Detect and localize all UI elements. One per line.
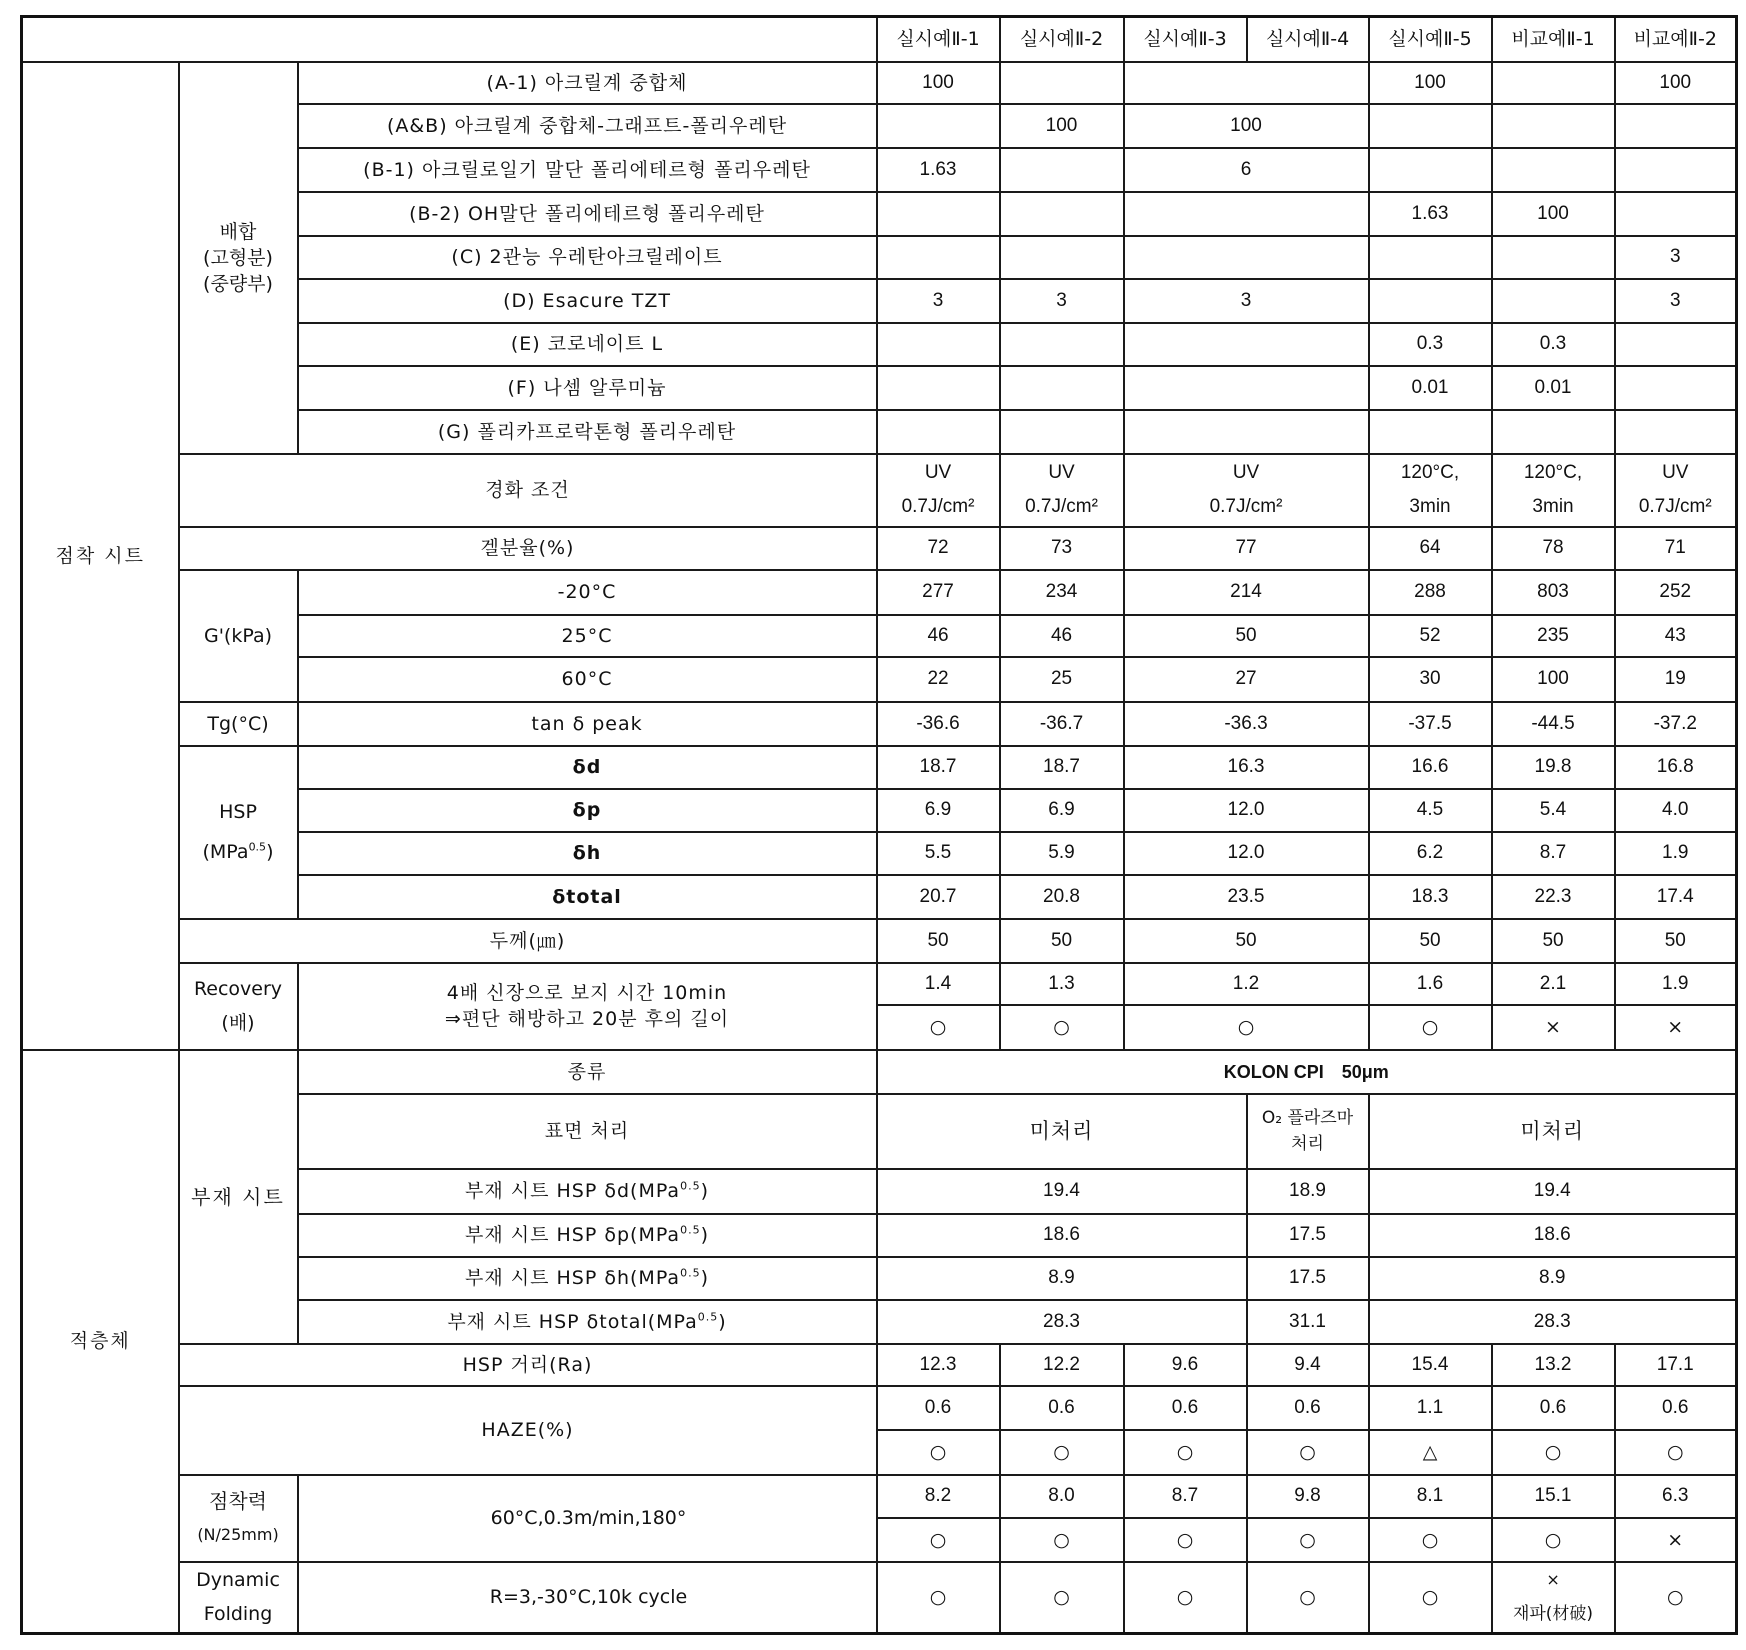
value-cell [1615, 192, 1737, 236]
rating-cell: ○ [877, 1005, 1000, 1050]
value-cell: 72 [877, 527, 1000, 570]
value-cell: 12.2 [1000, 1344, 1124, 1386]
value-cell: O₂ 플라즈마 처리 [1247, 1094, 1369, 1169]
rating-cell: ○ [1369, 1518, 1492, 1562]
value-cell [1369, 236, 1492, 279]
column-header-example-4: 실시예Ⅱ-4 [1247, 17, 1369, 62]
value-cell: 4.5 [1369, 789, 1492, 832]
value-cell: 73 [1000, 527, 1124, 570]
value-cell: 0.3 [1492, 323, 1615, 366]
value-cell: 22.3 [1492, 875, 1615, 919]
value-cell: 6.9 [1000, 789, 1124, 832]
value-cell: 0.6 [1615, 1386, 1737, 1430]
value-cell: 15.4 [1369, 1344, 1492, 1386]
value-cell: 17.5 [1247, 1214, 1369, 1257]
value-cell: 6.3 [1615, 1475, 1737, 1518]
value-cell [1492, 279, 1615, 323]
value-cell [1615, 366, 1737, 410]
value-cell [1000, 148, 1124, 192]
value-cell [877, 236, 1000, 279]
value-cell: 8.1 [1369, 1475, 1492, 1518]
value-cell: 27 [1124, 657, 1369, 702]
row-label: 부재 시트 HSP δh(MPa$^{0.5}$) [298, 1257, 877, 1300]
rating-cell: × [1492, 1005, 1615, 1050]
curing-row [22, 454, 1737, 527]
value-cell [1369, 148, 1492, 192]
row-label: (A&B) 아크릴계 중합체-그래프트-폴리우레탄 [298, 104, 877, 148]
value-cell: 9.4 [1247, 1344, 1369, 1386]
recovery-value-row [22, 963, 1737, 1005]
column-header-example-3: 실시예Ⅱ-3 [1124, 17, 1247, 62]
haze-value-row [22, 1386, 1737, 1430]
rating-cell: ○ [877, 1562, 1000, 1634]
value-cell [1000, 236, 1124, 279]
value-cell: 0.6 [877, 1386, 1000, 1430]
value-cell: 100 [877, 62, 1000, 104]
value-cell: 미처리 [1369, 1094, 1737, 1169]
row-label: (B-2) OH말단 폴리에테르형 폴리우레탄 [298, 192, 877, 236]
value-cell [1492, 104, 1615, 148]
value-cell: 18.6 [1369, 1214, 1737, 1257]
value-cell: 5.9 [1000, 832, 1124, 875]
value-cell: 17.5 [1247, 1257, 1369, 1300]
value-cell: 5.5 [877, 832, 1000, 875]
substrate-type-row [22, 1050, 1737, 1094]
value-cell: 288 [1369, 570, 1492, 615]
value-cell: 8.2 [877, 1475, 1000, 1518]
value-cell: 8.0 [1000, 1475, 1124, 1518]
hsp-label: HSP [219, 801, 257, 823]
value-cell [1615, 323, 1737, 366]
value-cell: UV 0.7J/cm² [1000, 454, 1124, 527]
dynamic-folding-condition: R=3,-30°C,10k cycle [298, 1562, 877, 1634]
hsp-distance-row [22, 1344, 1737, 1386]
hsp-row [22, 746, 1737, 789]
substrate-type-value: KOLON CPI 50μm [877, 1050, 1737, 1094]
value-cell: 8.9 [1369, 1257, 1737, 1300]
value-cell: 120°C, 3min [1369, 454, 1492, 527]
value-cell: -44.5 [1492, 702, 1615, 746]
value-cell: 15.1 [1492, 1475, 1615, 1518]
value-cell: 803 [1492, 570, 1615, 615]
value-cell: 3 [1615, 279, 1737, 323]
value-cell: 120°C, 3min [1492, 454, 1615, 527]
value-cell [1000, 62, 1124, 104]
tg-row [22, 702, 1737, 746]
value-cell: 1.63 [1369, 192, 1492, 236]
row-label: (A-1) 아크릴계 중합체 [298, 62, 877, 104]
rating-cell: ○ [1124, 1562, 1247, 1634]
value-cell [1000, 192, 1124, 236]
value-cell: -36.7 [1000, 702, 1124, 746]
value-cell: 1.63 [877, 148, 1000, 192]
rating-cell: ○ [1492, 1430, 1615, 1475]
value-cell [1492, 236, 1615, 279]
value-cell: -37.5 [1369, 702, 1492, 746]
hsp-unit: (MPa$^{0.5}$) [202, 840, 274, 863]
value-cell [1124, 410, 1369, 454]
value-cell: 77 [1124, 527, 1369, 570]
row-label: (E) 코로네이트 L [298, 323, 877, 366]
row-label-hsp-distance: HSP 거리(Ra) [179, 1344, 877, 1386]
rating-cell: ○ [1000, 1562, 1124, 1634]
rating-cell-with-note [1492, 1562, 1615, 1634]
row-label: (G) 폴리카프로락톤형 폴리우레탄 [298, 410, 877, 454]
value-cell: 30 [1369, 657, 1492, 702]
row-label: 부재 시트 HSP δp(MPa$^{0.5}$) [298, 1214, 877, 1257]
value-cell: 6.2 [1369, 832, 1492, 875]
value-cell: 100 [1000, 104, 1124, 148]
group-label-tg: Tg(°C) [179, 702, 298, 746]
value-cell: 100 [1369, 62, 1492, 104]
value-cell: 78 [1492, 527, 1615, 570]
header-row [22, 17, 1737, 62]
formulation-row [22, 62, 1737, 104]
value-cell: 100 [1124, 104, 1369, 148]
row-label: δp [298, 789, 877, 832]
value-cell: 16.3 [1124, 746, 1369, 789]
value-cell: 0.6 [1000, 1386, 1124, 1430]
value-cell [1492, 148, 1615, 192]
value-cell: 6 [1124, 148, 1369, 192]
value-cell: UV 0.7J/cm² [877, 454, 1000, 527]
value-cell: 12.0 [1124, 832, 1369, 875]
value-cell [1615, 104, 1737, 148]
row-label: (D) Esacure TZT [298, 279, 877, 323]
rating-cell: ○ [1000, 1430, 1124, 1475]
rating-cell: ○ [1000, 1518, 1124, 1562]
value-cell: 277 [877, 570, 1000, 615]
value-cell: 50 [1369, 919, 1492, 963]
row-label: -20°C [298, 570, 877, 615]
value-cell: 0.6 [1247, 1386, 1369, 1430]
value-cell [1615, 148, 1737, 192]
adhesion-value-row [22, 1475, 1737, 1518]
column-header-example-1: 실시예Ⅱ-1 [877, 17, 1000, 62]
rating-cell: ○ [1615, 1562, 1737, 1634]
row-label: 25°C [298, 615, 877, 657]
row-label: (F) 나셈 알루미늄 [298, 366, 877, 410]
value-cell: 28.3 [877, 1300, 1247, 1344]
value-cell: 6.9 [877, 789, 1000, 832]
row-label-curing: 경화 조건 [179, 454, 877, 527]
row-label-surface-treatment: 표면 처리 [298, 1094, 877, 1169]
value-cell [1492, 62, 1615, 104]
value-cell: 50 [1000, 919, 1124, 963]
value-cell: 3 [1124, 279, 1369, 323]
value-cell [1124, 192, 1369, 236]
rating-cell: × [1615, 1005, 1737, 1050]
column-header-comparative-2: 비교예Ⅱ-2 [1615, 17, 1737, 62]
row-label: δtotal [298, 875, 877, 919]
value-cell: 31.1 [1247, 1300, 1369, 1344]
value-cell: 18.9 [1247, 1169, 1369, 1214]
value-cell: 28.3 [1369, 1300, 1737, 1344]
row-label-gel-fraction: 겔분율(%) [179, 527, 877, 570]
rating-cell: ○ [1247, 1430, 1369, 1475]
rating-cell: ○ [1247, 1562, 1369, 1634]
value-cell: -36.3 [1124, 702, 1369, 746]
value-cell: 19.4 [1369, 1169, 1737, 1214]
rating-cell: ○ [1124, 1518, 1247, 1562]
value-cell: 8.9 [877, 1257, 1247, 1300]
adhesion-condition: 60°C,0.3m/min,180° [298, 1475, 877, 1562]
rating-cell: ○ [877, 1430, 1000, 1475]
row-label-haze: HAZE(%) [179, 1386, 877, 1475]
header-corner [22, 17, 877, 62]
value-cell: 214 [1124, 570, 1369, 615]
value-cell [1369, 410, 1492, 454]
value-cell: 19.4 [877, 1169, 1247, 1214]
value-cell: 50 [1124, 615, 1369, 657]
value-cell: 4.0 [1615, 789, 1737, 832]
column-header-example-2: 실시예Ⅱ-2 [1000, 17, 1124, 62]
rating-cell: × [1615, 1518, 1737, 1562]
value-cell: 1.6 [1369, 963, 1492, 1005]
value-cell: 50 [1492, 919, 1615, 963]
row-label-thickness: 두께(㎛) [179, 919, 877, 963]
row-label: δd [298, 746, 877, 789]
value-cell [1124, 62, 1369, 104]
dynamic-folding-row [22, 1562, 1737, 1634]
group-label-line: (고형분) [203, 246, 273, 269]
section-label-laminate: 적층체 [22, 1050, 179, 1634]
value-cell: 18.3 [1369, 875, 1492, 919]
group-label-formulation [179, 62, 298, 454]
value-cell [1124, 236, 1369, 279]
value-cell: 8.7 [1124, 1475, 1247, 1518]
row-label: 부재 시트 HSP δtotal(MPa$^{0.5}$) [298, 1300, 877, 1344]
value-cell [877, 366, 1000, 410]
rating-cell: ○ [1369, 1005, 1492, 1050]
value-cell: 18.7 [877, 746, 1000, 789]
value-cell: 16.6 [1369, 746, 1492, 789]
value-cell: 18.7 [1000, 746, 1124, 789]
row-label-type: 종류 [298, 1050, 877, 1094]
value-cell [1000, 323, 1124, 366]
value-cell: 13.2 [1492, 1344, 1615, 1386]
value-cell [1124, 323, 1369, 366]
row-label: 60°C [298, 657, 877, 702]
value-cell [1124, 366, 1369, 410]
value-cell: 50 [1615, 919, 1737, 963]
value-cell: 1.3 [1000, 963, 1124, 1005]
value-cell: 100 [1615, 62, 1737, 104]
rating-cell: ○ [1247, 1518, 1369, 1562]
value-cell: 0.6 [1492, 1386, 1615, 1430]
value-cell: 1.4 [877, 963, 1000, 1005]
group-label-adhesion: 점착력 (N/25mm) [179, 1475, 298, 1562]
value-cell: 100 [1492, 657, 1615, 702]
value-cell: 46 [1000, 615, 1124, 657]
value-cell: 0.01 [1369, 366, 1492, 410]
thickness-row [22, 919, 1737, 963]
value-cell: 1.2 [1124, 963, 1369, 1005]
value-cell: 235 [1492, 615, 1615, 657]
value-cell: 17.4 [1615, 875, 1737, 919]
value-cell: 17.1 [1615, 1344, 1737, 1386]
value-cell [1369, 279, 1492, 323]
rating-note: 재파(材破) [1512, 1604, 1594, 1625]
value-cell: 5.4 [1492, 789, 1615, 832]
gel-fraction-row [22, 527, 1737, 570]
value-cell: 12.0 [1124, 789, 1369, 832]
row-label: δh [298, 832, 877, 875]
results-table [20, 15, 1738, 1635]
value-cell [1369, 104, 1492, 148]
rating-cell: ○ [1124, 1430, 1247, 1475]
value-cell [1000, 410, 1124, 454]
value-cell: -37.2 [1615, 702, 1737, 746]
value-cell [877, 410, 1000, 454]
value-cell: 20.8 [1000, 875, 1124, 919]
value-cell: UV 0.7J/cm² [1615, 454, 1737, 527]
value-cell: 22 [877, 657, 1000, 702]
recovery-condition: 4배 신장으로 보지 시간 10min ⇒편단 해방하고 20분 후의 길이 [298, 963, 877, 1050]
value-cell: 100 [1492, 192, 1615, 236]
value-cell: 50 [1124, 919, 1369, 963]
rating-symbol: × [1546, 1570, 1560, 1590]
group-label-dynamic-folding: Dynamic Folding [179, 1562, 298, 1634]
value-cell: 234 [1000, 570, 1124, 615]
value-cell: 19.8 [1492, 746, 1615, 789]
value-cell: 0.01 [1492, 366, 1615, 410]
rating-cell: ○ [1492, 1518, 1615, 1562]
value-cell [1492, 410, 1615, 454]
value-cell [877, 104, 1000, 148]
value-cell: 71 [1615, 527, 1737, 570]
storage-modulus-row [22, 570, 1737, 615]
value-cell: 1.9 [1615, 963, 1737, 1005]
value-cell: UV 0.7J/cm² [1124, 454, 1369, 527]
rating-cell: ○ [1000, 1005, 1124, 1050]
group-label-line: (중량부) [203, 272, 273, 295]
value-cell: 252 [1615, 570, 1737, 615]
row-label: (C) 2관능 우레탄아크릴레이트 [298, 236, 877, 279]
rating-cell: ○ [1369, 1562, 1492, 1634]
row-label: tan δ peak [298, 702, 877, 746]
value-cell: 16.8 [1615, 746, 1737, 789]
rating-cell: ○ [1615, 1430, 1737, 1475]
row-label: 부재 시트 HSP δd(MPa$^{0.5}$) [298, 1169, 877, 1214]
value-cell: 3 [877, 279, 1000, 323]
value-cell: -36.6 [877, 702, 1000, 746]
rating-cell: ○ [877, 1518, 1000, 1562]
column-header-comparative-1: 비교예Ⅱ-1 [1492, 17, 1615, 62]
value-cell: 9.8 [1247, 1475, 1369, 1518]
rating-cell: △ [1369, 1430, 1492, 1475]
value-cell [1000, 366, 1124, 410]
value-cell: 1.1 [1369, 1386, 1492, 1430]
value-cell [877, 323, 1000, 366]
value-cell: 23.5 [1124, 875, 1369, 919]
value-cell: 0.6 [1124, 1386, 1247, 1430]
value-cell: 52 [1369, 615, 1492, 657]
row-label: (B-1) 아크릴로일기 말단 폴리에테르형 폴리우레탄 [298, 148, 877, 192]
value-cell: 19 [1615, 657, 1737, 702]
rating-cell: ○ [1124, 1005, 1369, 1050]
group-label-substrate-sheet: 부재 시트 [179, 1050, 298, 1344]
column-header-example-5: 실시예Ⅱ-5 [1369, 17, 1492, 62]
value-cell: 8.7 [1492, 832, 1615, 875]
value-cell: 12.3 [877, 1344, 1000, 1386]
value-cell [1615, 410, 1737, 454]
value-cell [877, 192, 1000, 236]
value-cell: 미처리 [877, 1094, 1247, 1169]
value-cell: 2.1 [1492, 963, 1615, 1005]
value-cell: 25 [1000, 657, 1124, 702]
value-cell: 43 [1615, 615, 1737, 657]
value-cell: 64 [1369, 527, 1492, 570]
value-cell: 46 [877, 615, 1000, 657]
group-label-line: 배합 [219, 220, 257, 243]
value-cell: 3 [1615, 236, 1737, 279]
value-cell: 0.3 [1369, 323, 1492, 366]
value-cell: 1.9 [1615, 832, 1737, 875]
value-cell: 18.6 [877, 1214, 1247, 1257]
group-label-storage-modulus: G'(kPa) [179, 570, 298, 702]
value-cell: 20.7 [877, 875, 1000, 919]
section-label-adhesive-sheet: 점착 시트 [22, 62, 179, 1050]
value-cell: 50 [877, 919, 1000, 963]
group-label-hsp [179, 746, 298, 919]
group-label-recovery: Recovery (배) [179, 963, 298, 1050]
value-cell: 9.6 [1124, 1344, 1247, 1386]
value-cell: 3 [1000, 279, 1124, 323]
